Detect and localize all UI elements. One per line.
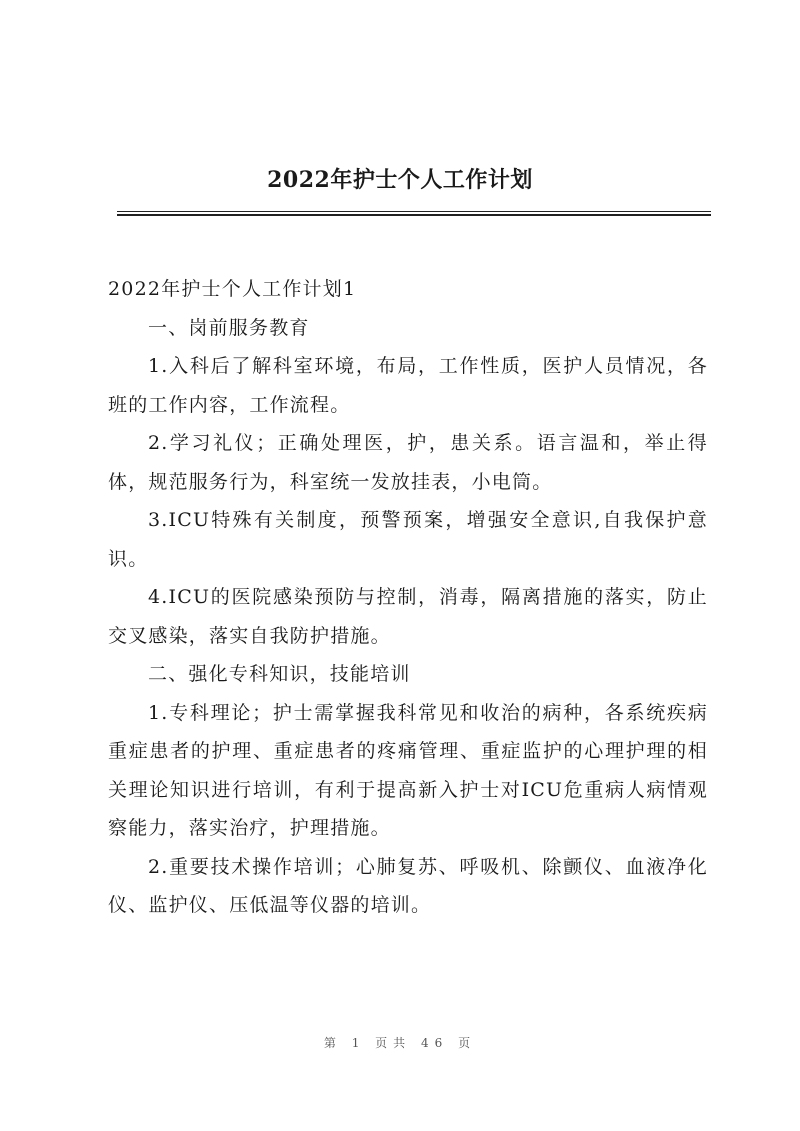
- section-heading-1: 一、岗前服务教育: [148, 316, 310, 339]
- paragraph-1-1: 1.入科后了解科室环境，布局，工作性质，医护人员情况，各班的工作内容，工作流程。: [108, 355, 708, 416]
- title-divider: [117, 211, 711, 216]
- paragraph-1-2: 2.学习礼仪；正确处理医，护，患关系。语言温和，举止得体，规范服务行为，科室统一发放挂表，小电筒。: [108, 432, 708, 493]
- section-heading-2: 二、强化专科知识，技能培训: [148, 663, 411, 685]
- paragraph-2-2: 2.重要技术操作培训；心肺复苏、呼吸机、除颤仪、血液净化仪、监护仪、压低温等仪器的培训。: [108, 855, 708, 916]
- paragraph-1-4: 4.ICU的医院感染预防与控制，消毒，隔离措施的落实，防止交叉感染，落实自我防护措施。: [108, 586, 708, 647]
- document-title: 2022年护士个人工作计划: [267, 167, 533, 193]
- page-footer: 第 1 页共 46 页: [323, 1036, 477, 1050]
- paragraph-1-3: 3.ICU特殊有关制度，预警预案，增强安全意识,自我保护意识。: [108, 509, 708, 570]
- plan-heading: 2022年护士个人工作计划1: [108, 278, 357, 300]
- paragraph-2-1: 1.专科理论；护士需掌握我科常见和收治的病种，各系统疾病重症患者的护理、重症患者的疼痛管理、重症监护的心理护理的相关理论知识进行培训，有利于提高新入护士对ICU危重病人病情观察能力，落实治疗，护理措施。: [108, 701, 708, 839]
- document-body: [108, 270, 708, 925]
